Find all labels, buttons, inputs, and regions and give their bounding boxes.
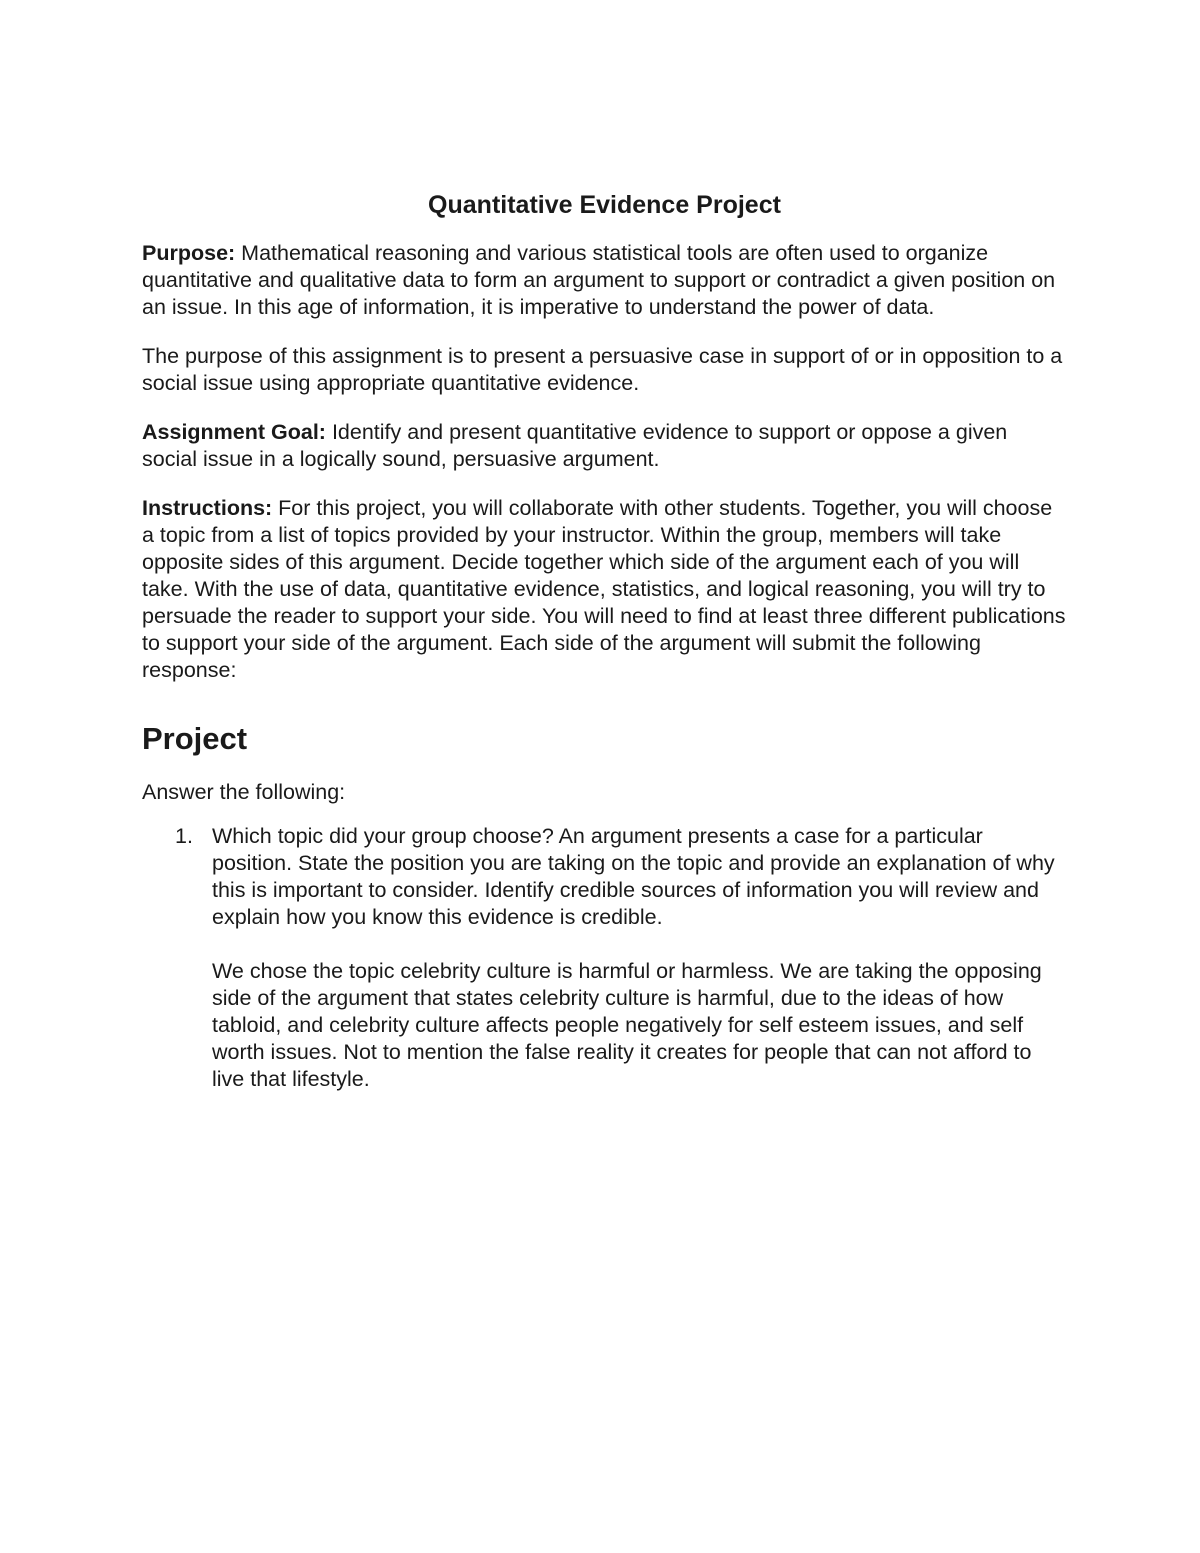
assignment-goal-label: Assignment Goal: <box>142 420 326 444</box>
purpose-followup-paragraph: The purpose of this assignment is to present a persuasive case in support of or in opposition to a social issue using appropriate quantitative evidence. <box>142 344 1063 395</box>
instructions-paragraph <box>142 495 1067 684</box>
document-title: Quantitative Evidence Project <box>428 191 781 219</box>
assignment-goal-text: Identify and present quantitative evidence to support or oppose a given social issue in a logically sound, persuasive argument. <box>142 420 1008 471</box>
assignment-goal-paragraph <box>142 419 1067 473</box>
purpose-paragraph <box>142 240 1067 321</box>
instructions-label: Instructions: <box>142 496 273 520</box>
instructions-text: For this project, you will collaborate with other students. Together, you will choose a topic from a list of topics provided by your instructor. Within the group, members will take opposite sides of this argument. Decide together which side of the argument each of you will take. With the use of data, quantitative evidence, statistics, and logical reasoning, you will try to persuade the reader to support your side. You will need to find at least three different publications to support your side of the argument. Each side of the argument will submit the following response: <box>142 496 1066 682</box>
question-list <box>142 823 1067 1093</box>
purpose-label: Purpose: <box>142 241 236 265</box>
document-page <box>142 188 1067 1093</box>
project-intro: Answer the following: <box>142 780 346 804</box>
question-text: Which topic did your group choose? An argument presents a case for a particular position. State the position you are taking on the topic and provide an explanation of why this is important to consider. Identify credible sources of information you will review and explain how you know this evidence is credible. <box>212 824 1055 929</box>
answer-text: We chose the topic celebrity culture is harmful or harmless. We are taking the opposing side of the argument that states celebrity culture is harmful, due to the ideas of how tabloid, and celebrity culture affects people negatively for self esteem issues, and self worth issues. Not to mention the false reality it creates for people that can not afford to live that lifestyle. <box>212 959 1042 1091</box>
question-item <box>142 823 1067 931</box>
purpose-text: Mathematical reasoning and various statistical tools are often used to organize quantitative and qualitative data to form an argument to support or contradict a given position on an issue. In this age of information, it is imperative to understand the power of data. <box>142 241 1056 319</box>
question-number: 1. <box>175 824 193 848</box>
project-heading: Project <box>142 721 248 756</box>
